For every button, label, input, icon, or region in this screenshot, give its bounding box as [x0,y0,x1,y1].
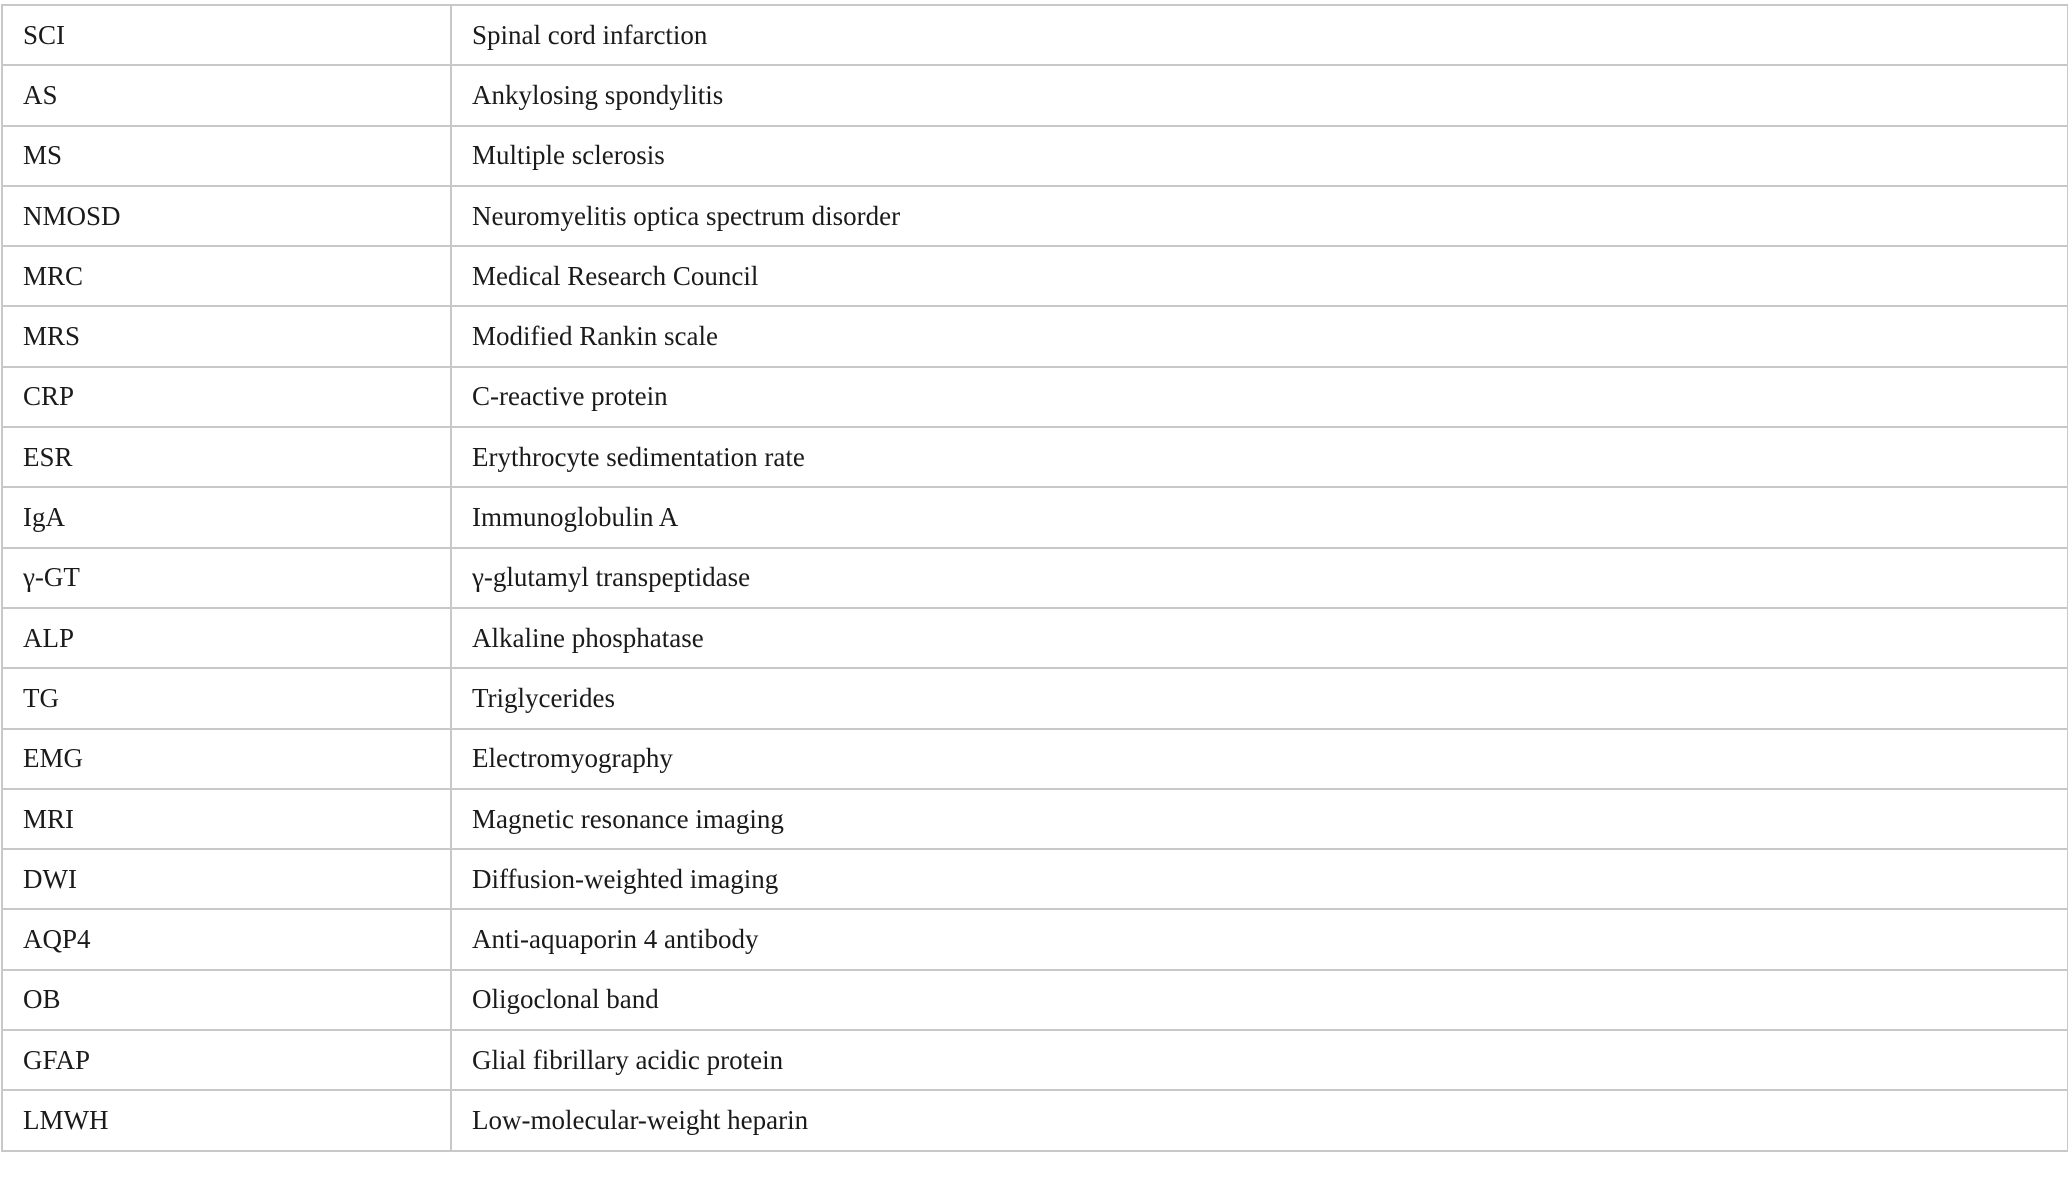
table-row [2,5,2068,65]
abbreviation-cell: AS [2,65,451,125]
definition-cell: Modified Rankin scale [451,306,2068,366]
definition-cell: Diffusion-weighted imaging [451,849,2068,909]
definition-cell: Immunoglobulin A [451,487,2068,547]
definition-cell: Multiple sclerosis [451,126,2068,186]
abbreviation-cell: DWI [2,849,451,909]
definition-cell: Medical Research Council [451,246,2068,306]
definition-cell: Spinal cord infarction [451,5,2068,65]
table-row [2,427,2068,487]
table-row [2,729,2068,789]
table-row [2,789,2068,849]
abbreviation-cell: CRP [2,367,451,427]
table-row [2,186,2068,246]
abbreviation-cell: OB [2,970,451,1030]
abbreviation-cell: LMWH [2,1090,451,1150]
definition-cell: Triglycerides [451,668,2068,728]
abbreviation-cell: MRS [2,306,451,366]
definition-cell: Magnetic resonance imaging [451,789,2068,849]
abbreviation-cell: TG [2,668,451,728]
abbreviation-cell: ALP [2,608,451,668]
definition-cell: Oligoclonal band [451,970,2068,1030]
definition-cell: Low-molecular-weight heparin [451,1090,2068,1150]
abbreviation-cell: SCI [2,5,451,65]
abbreviation-cell: EMG [2,729,451,789]
abbreviations-table [1,4,2068,1152]
abbreviation-cell: MRI [2,789,451,849]
definition-cell: Alkaline phosphatase [451,608,2068,668]
abbreviation-cell: GFAP [2,1030,451,1090]
table-row [2,126,2068,186]
definition-cell: C-reactive protein [451,367,2068,427]
table-row [2,608,2068,668]
table-row [2,970,2068,1030]
table-row [2,65,2068,125]
definition-cell: Anti-aquaporin 4 antibody [451,909,2068,969]
abbreviation-cell: MRC [2,246,451,306]
table-row [2,849,2068,909]
definition-cell: γ-glutamyl transpeptidase [451,548,2068,608]
table-row [2,668,2068,728]
definition-cell: Erythrocyte sedimentation rate [451,427,2068,487]
abbreviations-table-body [2,5,2068,1151]
table-row [2,367,2068,427]
definition-cell: Ankylosing spondylitis [451,65,2068,125]
table-row [2,548,2068,608]
abbreviation-cell: γ-GT [2,548,451,608]
definition-cell: Electromyography [451,729,2068,789]
abbreviation-cell: NMOSD [2,186,451,246]
table-row [2,1090,2068,1150]
abbreviation-cell: IgA [2,487,451,547]
abbreviation-cell: ESR [2,427,451,487]
table-row [2,909,2068,969]
table-row [2,246,2068,306]
abbreviation-cell: AQP4 [2,909,451,969]
table-row [2,306,2068,366]
table-row [2,1030,2068,1090]
abbreviation-cell: MS [2,126,451,186]
definition-cell: Neuromyelitis optica spectrum disorder [451,186,2068,246]
definition-cell: Glial fibrillary acidic protein [451,1030,2068,1090]
table-row [2,487,2068,547]
